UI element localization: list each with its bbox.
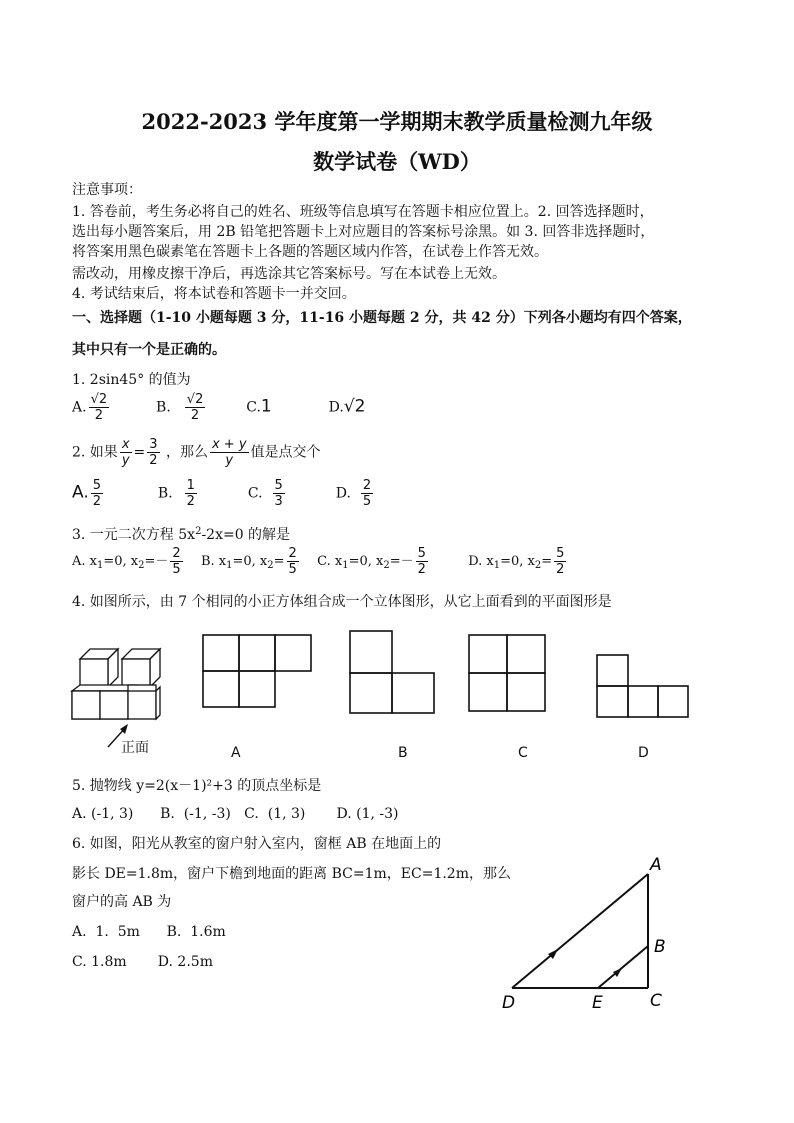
- q3-options: A. $x_1=0$, $x_2=-$ $\frac{2}{5}$ B. $x_1=0$, $x_2=$ $\frac{2}{5}$ C. $x_1=0$, $x_2=-$ $\frac{5}{2}$ D. $x_1=0$, $x_2=$ $\frac{5}{2}$: [72, 546, 565, 577]
- q2-options: A. $\frac{5}{2}$ B. $\frac{1}{2}$ C. $\frac{5}{3}$ D. $\frac{2}{5}$: [72, 478, 372, 509]
- notes-line-5: 4. 考试结束后，将本试卷和答题卡一并交回。: [72, 286, 356, 302]
- q4-option-b-figure: [349, 630, 435, 714]
- q6-point-b: B: [654, 937, 666, 957]
- notes-line-1: 1. 答卷前，考生务必将自己的姓名、班级等信息填写在答题卡相应位置上。2. 回答选择题时，: [72, 204, 654, 220]
- q1-d-value: √2: [343, 396, 366, 417]
- q4-cube-figure: [68, 645, 168, 757]
- q5-options: A. (-1, 3) B. (-1, -3) C. (1, 3) D. (1, -3): [72, 806, 399, 822]
- q4-option-c-label: C: [518, 745, 528, 761]
- q4-option-a-label: A: [231, 745, 241, 761]
- q6-window-shadow-figure: [498, 848, 688, 1018]
- q1-b-label: B.: [156, 399, 171, 416]
- q6-options-row-1: A. 1. 5m B. 1.6m: [72, 924, 226, 940]
- q3-a-fraction: $\frac{2}{5}$: [172, 546, 181, 577]
- q2-stem: 2. 如果 $\frac{x}{y}$ = $\frac{3}{2}$ ，那么 $\frac{x + y}{y}$ 值是点交个: [72, 437, 321, 468]
- q6-line-1: 6. 如图，阳光从教室的窗户射入室内，窗框 AB 在地面上的: [72, 836, 442, 852]
- q4-option-b-label: B: [398, 745, 408, 761]
- q1-b-fraction: $\frac{√2}{2}$: [186, 392, 204, 423]
- q2-d-fraction: $\frac{2}{5}$: [362, 478, 372, 509]
- q2-c-fraction: $\frac{5}{3}$: [274, 478, 283, 509]
- q3-c-fraction: $\frac{5}{2}$: [417, 546, 426, 577]
- q3-d-fraction: $\frac{5}{2}$: [556, 546, 565, 577]
- page-title: 2022-2023 学年度第一学期期末教学质量检测九年级: [141, 109, 653, 134]
- q4-option-d-label: D: [638, 745, 649, 761]
- q6-line-2: 影长 DE=1.8m，窗户下檐到地面的距离 BC=1m，EC=1.2m，那么: [72, 866, 511, 882]
- q1-d-label: D.: [328, 399, 344, 416]
- q6-line-3: 窗户的高 AB 为: [72, 894, 172, 910]
- q2-b-fraction: $\frac{1}{2}$: [186, 478, 195, 509]
- page-subtitle: 数学试卷（WD）: [313, 149, 481, 174]
- q4-front-label: 正面: [121, 740, 149, 756]
- q1-a-label: A.: [72, 399, 87, 416]
- q6-point-e: E: [592, 993, 603, 1013]
- notes-line-2: 选出每小题答案后，用 2B 铅笔把答题卡上对应题目的答案标号涂黑。如 3. 回答非选择题时，: [72, 224, 655, 240]
- q1-c-value: 1: [260, 396, 272, 417]
- q6-options-row-2: C. 1.8m D. 2.5m: [72, 954, 213, 970]
- q4-option-a-figure: [202, 634, 314, 708]
- q4-option-c-figure: [468, 634, 546, 712]
- section1-line-1: 一、选择题（1-10 小题每题 3 分，11-16 小题每题 2 分，共 42 分）下列各小题均有四个答案，: [72, 310, 692, 326]
- notes-heading: 注意事项：: [72, 182, 142, 198]
- q3-stem: 3. 一元二次方程 $5x^2-2x=0$ 的解是: [72, 526, 291, 543]
- q2-cond-32: $\frac{3}{2}$: [149, 437, 158, 468]
- q2-cond-xy: $\frac{x}{y}$: [121, 437, 130, 468]
- notes-line-3: 将答案用黑色碳素笔在答题卡上各题的答题区域内作答，在试卷上作答无效。: [72, 244, 548, 260]
- q6-point-d: D: [502, 993, 516, 1013]
- q5-stem: 5. 抛物线 y=2(x－1)²+3 的顶点坐标是: [72, 778, 322, 794]
- q4-stem: 4. 如图所示，由 7 个相同的小正方体组合成一个立体图形，从它上面看到的平面图形是: [72, 594, 612, 610]
- q3-b-fraction: $\frac{2}{5}$: [288, 546, 297, 577]
- section1-line-2: 其中只有一个是正确的。: [72, 342, 226, 358]
- q2-expr: $\frac{x + y}{y}$: [211, 437, 247, 468]
- q4-option-d-figure: [596, 654, 690, 718]
- q1-options: [72, 392, 366, 423]
- q1-stem: 1. 2sin45° 的值为: [72, 372, 191, 388]
- notes-line-4: 需改动，用橡皮擦干净后，再选涂其它答案标号。写在本试卷上无效。: [72, 266, 506, 282]
- q2-a-fraction: $\frac{5}{2}$: [92, 478, 102, 509]
- q1-c-label: C.: [246, 399, 261, 416]
- q6-point-a: A: [650, 855, 662, 875]
- q6-point-c: C: [650, 991, 662, 1011]
- q1-a-fraction: $\frac{√2}{2}$: [90, 392, 108, 423]
